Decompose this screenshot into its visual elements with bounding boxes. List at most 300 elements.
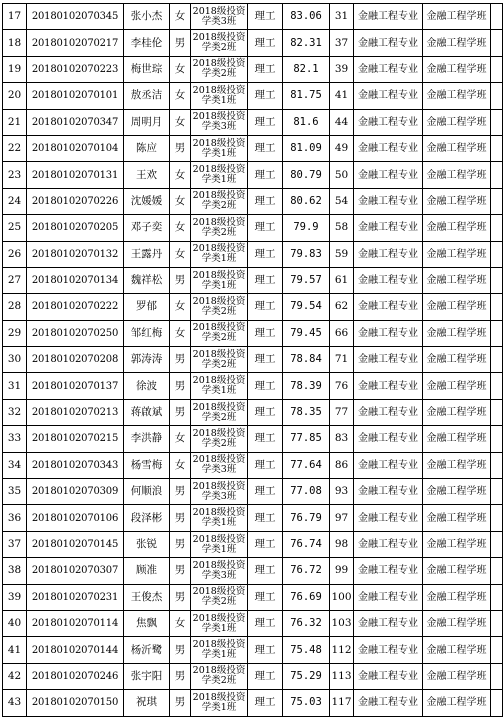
seq-cell: 29 [3,320,27,346]
seq-cell: 18 [3,30,27,56]
major-cell: 金融工程专业 [354,637,423,663]
target-class-cell: 金融工程学班 [423,637,491,663]
category-cell: 理工 [248,162,283,188]
seq-cell: 22 [3,135,27,161]
rank-cell: 62 [330,294,354,320]
rank-cell: 59 [330,241,354,267]
category-cell: 理工 [248,294,283,320]
name-cell: 郭涛涛 [124,347,170,373]
table-row [3,83,503,109]
table-row [3,4,503,30]
major-cell: 金融工程专业 [354,188,423,214]
table-row [3,135,503,161]
student-id-cell: 20180102070205 [27,215,124,241]
rank-cell: 99 [330,558,354,584]
gender-cell: 男 [170,479,191,505]
student-id-cell: 20180102070345 [27,4,124,30]
gender-cell: 女 [170,241,191,267]
target-class-cell: 金融工程学班 [423,267,491,293]
category-cell: 理工 [248,109,283,135]
category-cell: 理工 [248,56,283,82]
seq-cell: 39 [3,584,27,610]
target-class-cell: 金融工程学班 [423,373,491,399]
seq-cell: 41 [3,637,27,663]
table-row [3,56,503,82]
class-cell: 2018级投资学类2班 [191,215,248,241]
score-cell: 82.1 [283,56,330,82]
table-row [3,162,503,188]
student-id-cell: 20180102070213 [27,399,124,425]
rank-cell: 97 [330,505,354,531]
category-cell: 理工 [248,83,283,109]
seq-cell: 38 [3,558,27,584]
blank-cell [491,320,503,346]
category-cell: 理工 [248,426,283,452]
category-cell: 理工 [248,188,283,214]
table-row [3,690,503,716]
seq-cell: 32 [3,399,27,425]
gender-cell: 女 [170,56,191,82]
table-row [3,267,503,293]
blank-cell [491,426,503,452]
student-id-cell: 20180102070132 [27,241,124,267]
score-cell: 82.31 [283,30,330,56]
category-cell: 理工 [248,320,283,346]
gender-cell: 女 [170,294,191,320]
major-cell: 金融工程专业 [354,505,423,531]
major-cell: 金融工程专业 [354,56,423,82]
score-cell: 76.79 [283,505,330,531]
table-row [3,452,503,478]
blank-cell [491,452,503,478]
major-cell: 金融工程专业 [354,663,423,689]
major-cell: 金融工程专业 [354,320,423,346]
blank-cell [491,663,503,689]
major-cell: 金融工程专业 [354,30,423,56]
seq-cell: 27 [3,267,27,293]
student-ranking-table [2,3,503,717]
name-cell: 罗郁 [124,294,170,320]
seq-cell: 36 [3,505,27,531]
class-cell: 2018级投资学类1班 [191,373,248,399]
gender-cell: 男 [170,30,191,56]
major-cell: 金融工程专业 [354,241,423,267]
name-cell: 段泽彬 [124,505,170,531]
seq-cell: 24 [3,188,27,214]
major-cell: 金融工程专业 [354,4,423,30]
score-cell: 75.29 [283,663,330,689]
score-cell: 77.08 [283,479,330,505]
table-row [3,531,503,557]
score-cell: 79.9 [283,215,330,241]
gender-cell: 男 [170,373,191,399]
gender-cell: 女 [170,320,191,346]
rank-cell: 39 [330,56,354,82]
blank-cell [491,267,503,293]
category-cell: 理工 [248,479,283,505]
table-row [3,294,503,320]
rank-cell: 113 [330,663,354,689]
seq-cell: 26 [3,241,27,267]
target-class-cell: 金融工程学班 [423,215,491,241]
category-cell: 理工 [248,558,283,584]
target-class-cell: 金融工程学班 [423,30,491,56]
seq-cell: 42 [3,663,27,689]
major-cell: 金融工程专业 [354,267,423,293]
major-cell: 金融工程专业 [354,452,423,478]
class-cell: 2018级投资学类1班 [191,505,248,531]
student-id-cell: 20180102070223 [27,56,124,82]
target-class-cell: 金融工程学班 [423,531,491,557]
class-cell: 2018级投资学类2班 [191,294,248,320]
blank-cell [491,56,503,82]
score-cell: 75.48 [283,637,330,663]
major-cell: 金融工程专业 [354,558,423,584]
score-cell: 78.84 [283,347,330,373]
name-cell: 张宇阳 [124,663,170,689]
rank-cell: 93 [330,479,354,505]
category-cell: 理工 [248,531,283,557]
name-cell: 祝琪 [124,690,170,716]
blank-cell [491,373,503,399]
seq-cell: 25 [3,215,27,241]
seq-cell: 40 [3,610,27,636]
name-cell: 杨雪梅 [124,452,170,478]
blank-cell [491,83,503,109]
student-id-cell: 20180102070144 [27,637,124,663]
rank-cell: 44 [330,109,354,135]
student-id-cell: 20180102070150 [27,690,124,716]
major-cell: 金融工程专业 [354,135,423,161]
student-id-cell: 20180102070222 [27,294,124,320]
gender-cell: 女 [170,610,191,636]
name-cell: 邹红梅 [124,320,170,346]
gender-cell: 女 [170,426,191,452]
class-cell: 2018级投资学类2班 [191,663,248,689]
name-cell: 魏祥松 [124,267,170,293]
rank-cell: 41 [330,83,354,109]
class-cell: 2018级投资学类2班 [191,399,248,425]
student-id-cell: 20180102070104 [27,135,124,161]
class-cell: 2018级投资学类3班 [191,4,248,30]
major-cell: 金融工程专业 [354,479,423,505]
blank-cell [491,188,503,214]
major-cell: 金融工程专业 [354,109,423,135]
major-cell: 金融工程专业 [354,162,423,188]
name-cell: 李桂伦 [124,30,170,56]
class-cell: 2018级投资学类1班 [191,637,248,663]
rank-cell: 49 [330,135,354,161]
student-id-cell: 20180102070106 [27,505,124,531]
gender-cell: 女 [170,215,191,241]
student-id-cell: 20180102070137 [27,373,124,399]
rank-cell: 61 [330,267,354,293]
score-cell: 76.69 [283,584,330,610]
name-cell: 徐波 [124,373,170,399]
table-row [3,188,503,214]
gender-cell: 男 [170,135,191,161]
student-id-cell: 20180102070226 [27,188,124,214]
rank-cell: 77 [330,399,354,425]
rank-cell: 117 [330,690,354,716]
table-row [3,109,503,135]
blank-cell [491,162,503,188]
student-id-cell: 20180102070134 [27,267,124,293]
blank-cell [491,637,503,663]
rank-cell: 71 [330,347,354,373]
table-row [3,663,503,689]
table-row [3,347,503,373]
major-cell: 金融工程专业 [354,83,423,109]
score-cell: 76.74 [283,531,330,557]
score-cell: 81.75 [283,83,330,109]
category-cell: 理工 [248,584,283,610]
blank-cell [491,215,503,241]
target-class-cell: 金融工程学班 [423,188,491,214]
target-class-cell: 金融工程学班 [423,109,491,135]
class-cell: 2018级投资学类1班 [191,267,248,293]
target-class-cell: 金融工程学班 [423,479,491,505]
major-cell: 金融工程专业 [354,347,423,373]
rank-cell: 100 [330,584,354,610]
category-cell: 理工 [248,505,283,531]
rank-cell: 103 [330,610,354,636]
category-cell: 理工 [248,452,283,478]
target-class-cell: 金融工程学班 [423,610,491,636]
student-id-cell: 20180102070307 [27,558,124,584]
target-class-cell: 金融工程学班 [423,505,491,531]
major-cell: 金融工程专业 [354,215,423,241]
blank-cell [491,294,503,320]
seq-cell: 43 [3,690,27,716]
name-cell: 陈应 [124,135,170,161]
rank-cell: 83 [330,426,354,452]
score-cell: 79.54 [283,294,330,320]
score-cell: 77.64 [283,452,330,478]
blank-cell [491,584,503,610]
score-cell: 80.62 [283,188,330,214]
rank-cell: 112 [330,637,354,663]
blank-cell [491,531,503,557]
name-cell: 张小杰 [124,4,170,30]
student-id-cell: 20180102070250 [27,320,124,346]
name-cell: 王欢 [124,162,170,188]
seq-cell: 35 [3,479,27,505]
class-cell: 2018级投资学类1班 [191,135,248,161]
blank-cell [491,610,503,636]
target-class-cell: 金融工程学班 [423,584,491,610]
category-cell: 理工 [248,215,283,241]
gender-cell: 男 [170,531,191,557]
seq-cell: 28 [3,294,27,320]
name-cell: 邓子奕 [124,215,170,241]
class-cell: 2018级投资学类2班 [191,188,248,214]
student-id-cell: 20180102070246 [27,663,124,689]
class-cell: 2018级投资学类2班 [191,320,248,346]
name-cell: 何顺浪 [124,479,170,505]
blank-cell [491,347,503,373]
category-cell: 理工 [248,267,283,293]
gender-cell: 男 [170,347,191,373]
name-cell: 敖丞洁 [124,83,170,109]
score-cell: 79.83 [283,241,330,267]
gender-cell: 女 [170,452,191,478]
score-cell: 81.09 [283,135,330,161]
target-class-cell: 金融工程学班 [423,56,491,82]
table-row [3,610,503,636]
student-id-cell: 20180102070231 [27,584,124,610]
class-cell: 2018级投资学类1班 [191,83,248,109]
blank-cell [491,4,503,30]
target-class-cell: 金融工程学班 [423,347,491,373]
class-cell: 2018级投资学类2班 [191,56,248,82]
category-cell: 理工 [248,347,283,373]
score-cell: 79.57 [283,267,330,293]
name-cell: 周明月 [124,109,170,135]
student-id-cell: 20180102070145 [27,531,124,557]
seq-cell: 37 [3,531,27,557]
target-class-cell: 金融工程学班 [423,452,491,478]
class-cell: 2018级投资学类3班 [191,479,248,505]
class-cell: 2018级投资学类2班 [191,584,248,610]
rank-cell: 98 [330,531,354,557]
table-row [3,215,503,241]
target-class-cell: 金融工程学班 [423,320,491,346]
class-cell: 2018级投资学类3班 [191,109,248,135]
score-cell: 75.03 [283,690,330,716]
gender-cell: 男 [170,505,191,531]
name-cell: 沈媛媛 [124,188,170,214]
seq-cell: 17 [3,4,27,30]
category-cell: 理工 [248,135,283,161]
gender-cell: 男 [170,399,191,425]
major-cell: 金融工程专业 [354,373,423,399]
target-class-cell: 金融工程学班 [423,4,491,30]
table-row [3,373,503,399]
student-id-cell: 20180102070215 [27,426,124,452]
class-cell: 2018级投资学类1班 [191,162,248,188]
gender-cell: 女 [170,83,191,109]
major-cell: 金融工程专业 [354,531,423,557]
score-cell: 81.6 [283,109,330,135]
rank-cell: 50 [330,162,354,188]
table-row [3,241,503,267]
score-cell: 78.39 [283,373,330,399]
seq-cell: 20 [3,83,27,109]
target-class-cell: 金融工程学班 [423,241,491,267]
class-cell: 2018级投资学类3班 [191,452,248,478]
name-cell: 顾准 [124,558,170,584]
gender-cell: 男 [170,558,191,584]
table-row [3,558,503,584]
name-cell: 李洪静 [124,426,170,452]
student-id-cell: 20180102070131 [27,162,124,188]
gender-cell: 男 [170,267,191,293]
score-cell: 80.79 [283,162,330,188]
seq-cell: 19 [3,56,27,82]
major-cell: 金融工程专业 [354,584,423,610]
target-class-cell: 金融工程学班 [423,162,491,188]
name-cell: 焦飘 [124,610,170,636]
name-cell: 杨沂鹭 [124,637,170,663]
class-cell: 2018级投资学类2班 [191,426,248,452]
table-row [3,505,503,531]
blank-cell [491,479,503,505]
gender-cell: 男 [170,584,191,610]
category-cell: 理工 [248,373,283,399]
score-cell: 79.45 [283,320,330,346]
target-class-cell: 金融工程学班 [423,558,491,584]
seq-cell: 33 [3,426,27,452]
class-cell: 2018级投资学类1班 [191,241,248,267]
name-cell: 梅世琮 [124,56,170,82]
rank-cell: 54 [330,188,354,214]
table-body [3,4,503,717]
rank-cell: 58 [330,215,354,241]
blank-cell [491,109,503,135]
class-cell: 2018级投资学类2班 [191,30,248,56]
gender-cell: 女 [170,4,191,30]
gender-cell: 男 [170,690,191,716]
category-cell: 理工 [248,690,283,716]
category-cell: 理工 [248,610,283,636]
score-cell: 78.35 [283,399,330,425]
seq-cell: 21 [3,109,27,135]
class-cell: 2018级投资学类1班 [191,690,248,716]
student-id-cell: 20180102070309 [27,479,124,505]
blank-cell [491,399,503,425]
gender-cell: 女 [170,162,191,188]
gender-cell: 男 [170,637,191,663]
score-cell: 76.72 [283,558,330,584]
blank-cell [491,505,503,531]
score-cell: 83.06 [283,4,330,30]
target-class-cell: 金融工程学班 [423,663,491,689]
target-class-cell: 金融工程学班 [423,690,491,716]
table-row [3,637,503,663]
target-class-cell: 金融工程学班 [423,83,491,109]
major-cell: 金融工程专业 [354,610,423,636]
table-row [3,320,503,346]
seq-cell: 23 [3,162,27,188]
class-cell: 2018级投资学类3班 [191,558,248,584]
major-cell: 金融工程专业 [354,294,423,320]
student-id-cell: 20180102070114 [27,610,124,636]
score-cell: 77.85 [283,426,330,452]
rank-cell: 31 [330,4,354,30]
name-cell: 王俊杰 [124,584,170,610]
table-row [3,426,503,452]
target-class-cell: 金融工程学班 [423,426,491,452]
table-row [3,30,503,56]
major-cell: 金融工程专业 [354,690,423,716]
category-cell: 理工 [248,663,283,689]
rank-cell: 37 [330,30,354,56]
blank-cell [491,241,503,267]
category-cell: 理工 [248,399,283,425]
rank-cell: 66 [330,320,354,346]
category-cell: 理工 [248,241,283,267]
gender-cell: 女 [170,109,191,135]
seq-cell: 30 [3,347,27,373]
student-id-cell: 20180102070347 [27,109,124,135]
blank-cell [491,30,503,56]
name-cell: 蒋啟斌 [124,399,170,425]
category-cell: 理工 [248,637,283,663]
major-cell: 金融工程专业 [354,399,423,425]
gender-cell: 男 [170,663,191,689]
table-row [3,399,503,425]
